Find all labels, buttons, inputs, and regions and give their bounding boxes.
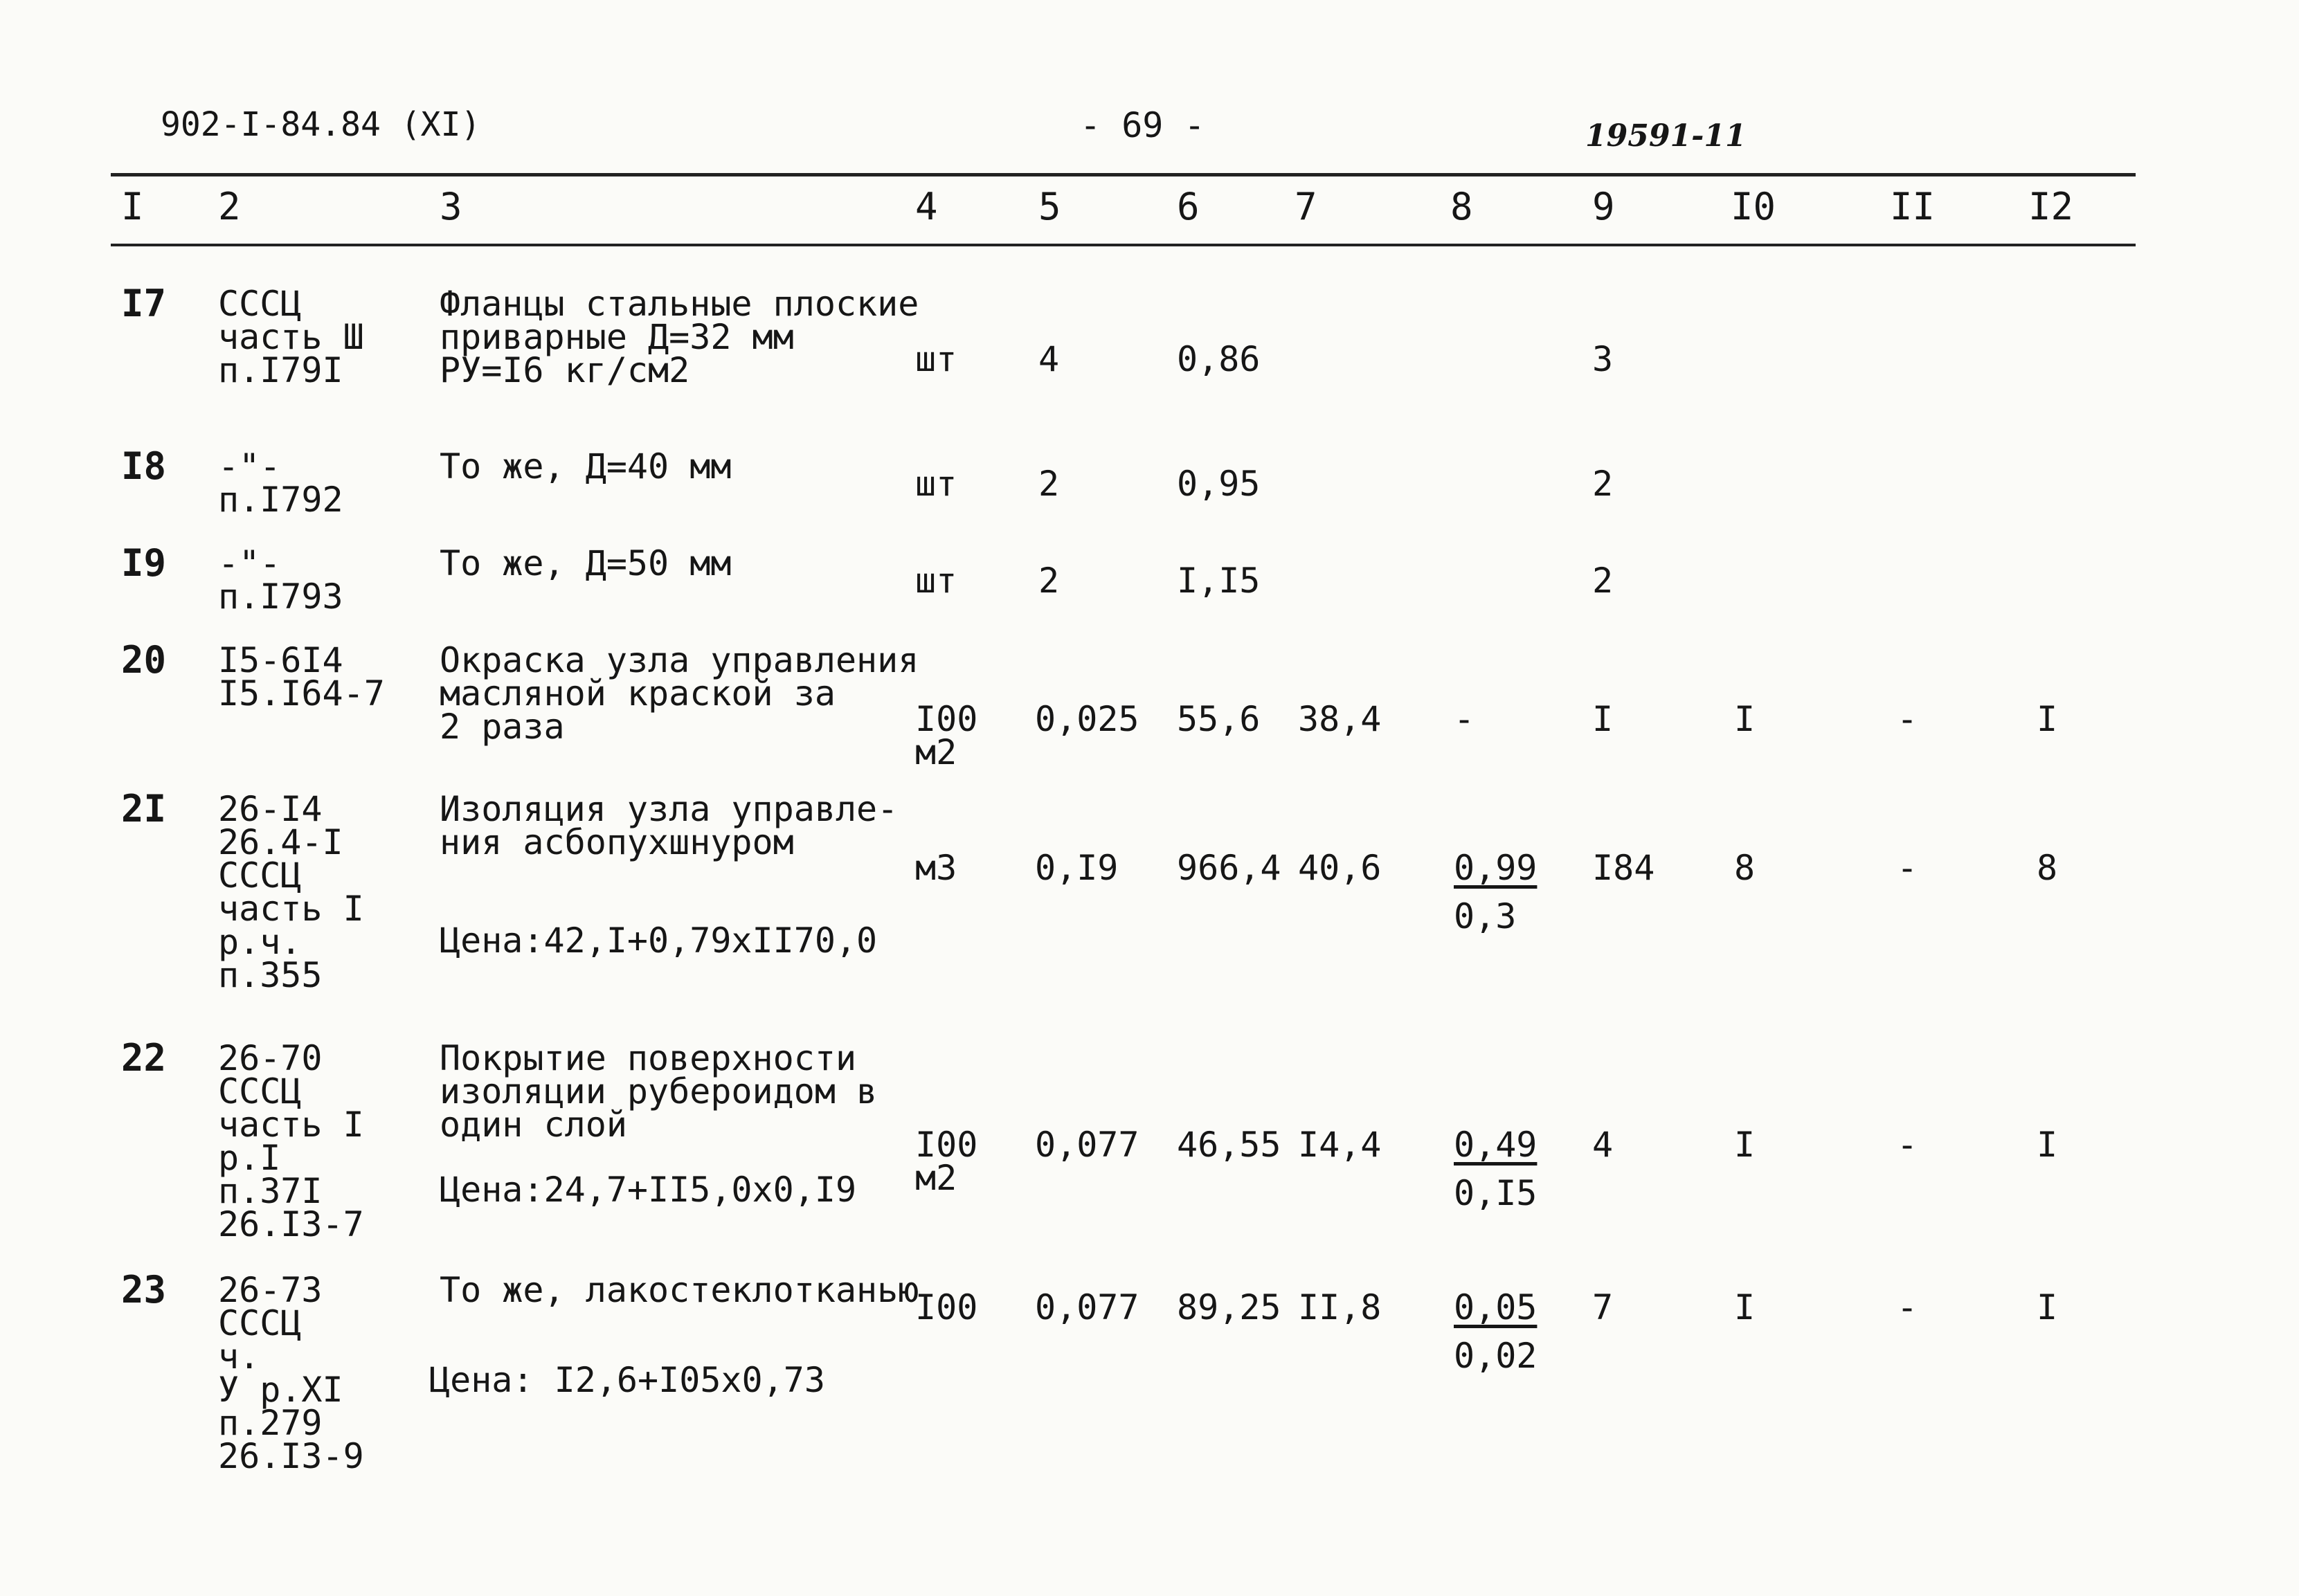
column-number-10: I0 [1731,185,1776,228]
column-number-6: 6 [1177,185,1200,228]
description-line: Окраска узла управления [440,640,919,680]
column-number-5: 5 [1038,185,1061,228]
column-12-value: I [2037,1125,2058,1165]
description-line: масляной краской за [440,673,836,714]
column-6-value: 0,95 [1177,464,1261,504]
quantity: 0,I9 [1035,848,1119,888]
reference-line: I5.I64-7 [218,673,385,714]
column-10-value: I [1734,1125,1756,1165]
column-12-value: 8 [2037,848,2058,888]
column-11-value: - [1897,848,1918,888]
document-code: 902-I-84.84 (XI) [161,105,481,144]
column-12-value: I [2037,699,2058,739]
column-6-value: 89,25 [1177,1287,1281,1327]
reference-line: СССЦ [218,1071,302,1112]
quantity: 2 [1038,464,1060,504]
column-8-value: - [1454,699,1475,739]
reference-line: п.37I [218,1171,323,1211]
description-line: То же, Д=50 мм [440,543,732,583]
reference-line: р.I [218,1138,281,1178]
column-number-4: 4 [915,185,938,228]
column-6-value: 55,6 [1177,699,1261,739]
column-7-value: 40,6 [1298,848,1382,888]
column-8-value: 0,05 [1454,1287,1538,1327]
reference-line: -"- [218,543,281,583]
reference-line: -"- [218,446,281,487]
description-line: Покрытие поверхности [440,1038,857,1078]
row-number: I9 [121,541,167,585]
reference-line: 26-I4 [218,789,323,829]
reference-line: 26-73 [218,1270,323,1310]
reference-line: п.I79I [218,350,343,390]
column-6-value: 46,55 [1177,1125,1281,1165]
column-8-subvalue: 0,3 [1454,896,1517,936]
reference-line: 26.I3-7 [218,1204,364,1244]
description-line: 2 раза [440,707,565,747]
reference-line: п.I792 [218,480,343,520]
description-line: один слой [440,1105,627,1145]
reference-line: п.I793 [218,577,343,617]
column-6-value: 966,4 [1177,848,1281,888]
column-10-value: I [1734,699,1756,739]
column-6-value: 0,86 [1177,339,1261,379]
unit: I00 м2 [915,1125,978,1198]
reference-line: п.355 [218,955,323,995]
price-formula: Цена:24,7+II5,0x0,I9 [440,1170,857,1210]
reference-line: п.279 [218,1403,323,1443]
column-number-2: 2 [218,185,241,228]
reference-line: часть I [218,889,364,929]
quantity: 0,025 [1035,699,1139,739]
description-line: Фланцы стальные плоские [440,284,919,324]
reference-line: часть I [218,1105,364,1145]
reference-line: СССЦ [218,855,302,896]
reference-line: У р.XI [218,1370,343,1410]
reference-line: 26.4-I [218,822,343,862]
column-number-3: 3 [440,185,462,228]
column-9-value: I84 [1592,848,1655,888]
reference-line: 26-70 [218,1038,323,1078]
column-number-9: 9 [1592,185,1615,228]
column-9-value: 4 [1592,1125,1614,1165]
column-9-value: 3 [1592,339,1614,379]
unit: шт [915,561,957,601]
header-bottom-rule [111,244,2136,246]
column-number-1: I [121,185,144,228]
column-11-value: - [1897,1287,1918,1327]
reference-line: I5-6I4 [218,640,343,680]
description-line: изоляции рубероидом в [440,1071,878,1112]
column-7-value: 38,4 [1298,699,1382,739]
column-9-value: 7 [1592,1287,1614,1327]
price-formula: Цена: I2,6+I05x0,73 [429,1360,825,1400]
row-number: 2I [121,787,167,831]
column-6-value: I,I5 [1177,561,1261,601]
column-8-subvalue: 0,02 [1454,1336,1538,1376]
column-8-value: 0,99 [1454,848,1538,888]
column-9-value: 2 [1592,464,1614,504]
column-number-12: I2 [2028,185,2074,228]
row-number: I7 [121,282,167,325]
quantity: 0,077 [1035,1287,1139,1327]
column-10-value: I [1734,1287,1756,1327]
unit: м3 [915,848,957,888]
price-formula: Цена:42,I+0,79xII70,0 [440,921,878,961]
column-9-value: 2 [1592,561,1614,601]
unit: I00 [915,1287,978,1327]
reference-line: СССЦ [218,284,302,324]
column-number-8: 8 [1450,185,1473,228]
unit: I00 м2 [915,699,978,772]
row-number: 20 [121,638,167,682]
reference-line: 26.I3-9 [218,1436,364,1476]
column-11-value: - [1897,699,1918,739]
reference-line: ч. [218,1336,260,1377]
quantity: 0,077 [1035,1125,1139,1165]
reference-line: СССЦ [218,1303,302,1343]
description-line: ния асбопухшнуром [440,822,794,862]
archive-stamp: 19591-11 [1585,118,1747,154]
column-8-subvalue: 0,I5 [1454,1173,1538,1213]
row-number: I8 [121,444,167,488]
column-7-value: II,8 [1298,1287,1382,1327]
unit: шт [915,464,957,504]
column-12-value: I [2037,1287,2058,1327]
unit: шт [915,339,957,379]
row-number: 23 [121,1268,167,1312]
description-line: РУ=I6 кг/см2 [440,350,690,390]
column-7-value: I4,4 [1298,1125,1382,1165]
description-line: То же, лакостеклотканью [440,1270,919,1310]
column-10-value: 8 [1734,848,1756,888]
column-8-value: 0,49 [1454,1125,1538,1165]
quantity: 2 [1038,561,1060,601]
column-number-7: 7 [1295,185,1317,228]
page-number: - 69 - [1080,105,1205,145]
header-top-rule [111,173,2136,176]
row-number: 22 [121,1036,167,1080]
description-line: приварные Д=32 мм [440,317,794,357]
reference-line: часть Ш [218,317,364,357]
reference-line: р.ч. [218,922,302,962]
quantity: 4 [1038,339,1060,379]
column-9-value: I [1592,699,1614,739]
column-11-value: - [1897,1125,1918,1165]
column-number-11: II [1890,185,1936,228]
description-line: Изоляция узла управле- [440,789,899,829]
description-line: То же, Д=40 мм [440,446,732,487]
